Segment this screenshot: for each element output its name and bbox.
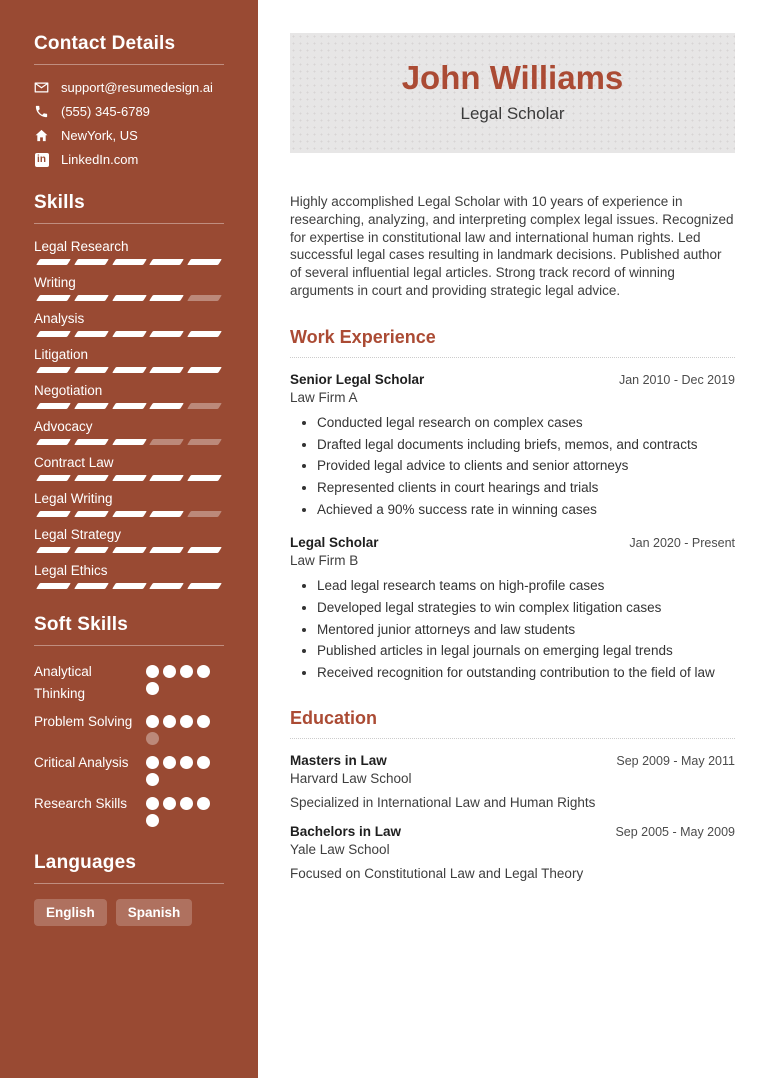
soft-skill-dot	[146, 665, 159, 678]
soft-skill-dots	[146, 661, 224, 704]
soft-skill-dot	[163, 797, 176, 810]
skill-level-bar	[34, 511, 224, 517]
skill-bar-segment	[150, 583, 185, 589]
soft-skills-list	[34, 661, 224, 827]
skill-item	[34, 239, 224, 265]
candidate-job-title: Legal Scholar	[460, 103, 565, 123]
soft-skills-section	[34, 614, 224, 827]
contact-item-email	[34, 80, 224, 95]
skill-bar-segment	[187, 331, 222, 337]
job-header	[290, 535, 735, 550]
job-bullets	[290, 577, 735, 681]
skill-name: Legal Strategy	[34, 527, 122, 542]
skill-bar-segment	[112, 331, 147, 337]
soft-skill-dot	[197, 756, 210, 769]
skill-item	[34, 455, 224, 481]
skill-name: Advocacy	[34, 419, 93, 434]
home-icon	[34, 128, 49, 143]
soft-skill-name: Analytical Thinking	[34, 664, 92, 701]
soft-skill-dot	[197, 665, 210, 678]
bullet-item: • Provided legal advice to clients and senior attorneys	[317, 457, 735, 474]
phone-icon	[34, 104, 49, 119]
skill-bar-segment	[74, 403, 109, 409]
job-company: Law Firm B	[290, 553, 359, 569]
skill-item	[34, 311, 224, 337]
contact-item-linkedin	[34, 152, 224, 167]
skill-name: Legal Research	[34, 239, 129, 254]
skill-bar-segment	[74, 547, 109, 553]
job-company: Law Firm A	[290, 389, 358, 405]
soft-skill-name: Critical Analysis	[34, 755, 129, 771]
linkedin-icon: in	[34, 152, 49, 167]
contact-details-title: Contact Details	[34, 33, 224, 65]
education-entry	[290, 753, 735, 810]
skill-bar-segment	[150, 367, 185, 373]
skill-name: Legal Writing	[34, 491, 113, 506]
bullet-item: • Conducted legal research on complex cases	[317, 414, 735, 431]
soft-skill-dot	[163, 715, 176, 728]
contact-section	[34, 33, 224, 167]
skill-item	[34, 563, 224, 589]
bullet-item: • Drafted legal documents including briefs, memos, and contracts	[317, 436, 735, 453]
skill-bar-segment	[36, 295, 71, 301]
skill-bar-segment	[112, 511, 147, 517]
skill-bar-segment	[74, 475, 109, 481]
skill-bar-segment	[112, 259, 147, 265]
job-role: Senior Legal Scholar	[290, 371, 425, 387]
job-bullets	[290, 414, 735, 518]
skill-bar-segment	[187, 547, 222, 553]
skill-bar-segment	[36, 403, 71, 409]
skill-item	[34, 419, 224, 445]
skill-bar-segment	[112, 475, 147, 481]
skill-bar-segment	[112, 295, 147, 301]
soft-skills-title: Soft Skills	[34, 614, 224, 646]
resume-header	[290, 33, 735, 153]
skill-bar-segment	[74, 367, 109, 373]
contact-item-location	[34, 128, 224, 143]
skill-name: Contract Law	[34, 455, 114, 470]
soft-skill-item	[34, 752, 224, 786]
soft-skill-name: Problem Solving	[34, 714, 133, 730]
contact-item-phone	[34, 104, 224, 119]
job-dates: Jan 2020 - Present	[629, 536, 735, 551]
skill-name: Negotiation	[34, 383, 103, 398]
skill-bar-segment	[187, 259, 222, 265]
soft-skill-dot	[163, 756, 176, 769]
skill-bar-segment	[74, 295, 109, 301]
soft-skill-item	[34, 711, 224, 745]
skill-name: Legal Ethics	[34, 563, 108, 578]
skill-level-bar	[34, 259, 224, 265]
bullet-item: • Published articles in legal journals on emerging legal trends	[317, 642, 735, 659]
skill-level-bar	[34, 403, 224, 409]
soft-skill-dot	[146, 682, 159, 695]
education-entry	[290, 824, 735, 881]
soft-skill-dot	[146, 732, 159, 745]
contact-linkedin-text: LinkedIn.com	[61, 152, 139, 167]
education-degree: Masters in Law	[290, 753, 387, 769]
main-content	[258, 0, 768, 1078]
skill-bar-segment	[74, 439, 109, 445]
skills-title: Skills	[34, 192, 224, 224]
soft-skill-name: Research Skills	[34, 796, 128, 812]
work-experience-section	[290, 327, 735, 682]
bullet-item: • Achieved a 90% success rate in winning cases	[317, 501, 735, 518]
education-dates: Sep 2009 - May 2011	[616, 754, 735, 769]
skill-bar-segment	[36, 439, 71, 445]
skill-bar-segment	[36, 547, 71, 553]
skill-bar-segment	[187, 367, 222, 373]
skill-bar-segment	[187, 295, 222, 301]
language-chip: Spanish	[116, 899, 193, 926]
languages-title: Languages	[34, 852, 224, 884]
skill-item	[34, 527, 224, 553]
skill-item	[34, 491, 224, 517]
summary-paragraph: Highly accomplished Legal Scholar with 10 years of experience in researching, analyzing, and interpreting complex legal issues. Recognized for expertise in constitutional law and international human rights. Led successful legal cases resulting in landmark decisions. Published author of several influential legal articles. Strong track record of winning arguments in court and providing strategic legal advice.	[290, 193, 734, 298]
soft-skill-item	[34, 661, 224, 704]
education-header	[290, 753, 735, 768]
skill-level-bar	[34, 295, 224, 301]
job-entry	[290, 535, 735, 681]
skill-item	[34, 275, 224, 301]
skill-bar-segment	[36, 583, 71, 589]
soft-skill-dot	[180, 797, 193, 810]
skill-bar-segment	[36, 511, 71, 517]
skill-bar-segment	[150, 331, 185, 337]
skill-item	[34, 383, 224, 409]
skill-bar-segment	[74, 583, 109, 589]
skill-bar-segment	[112, 367, 147, 373]
skill-name: Writing	[34, 275, 76, 290]
work-experience-title: Work Experience	[290, 327, 735, 358]
education-dates: Sep 2005 - May 2009	[615, 825, 735, 840]
contact-list	[34, 80, 224, 167]
contact-location-text: NewYork, US	[61, 128, 138, 143]
skill-name: Analysis	[34, 311, 85, 326]
soft-skill-dot	[180, 756, 193, 769]
skill-item	[34, 347, 224, 373]
candidate-name: John Williams	[401, 59, 624, 96]
skill-bar-segment	[187, 403, 222, 409]
skill-level-bar	[34, 331, 224, 337]
email-icon	[34, 80, 49, 95]
skill-bar-segment	[36, 475, 71, 481]
skill-bar-segment	[150, 259, 185, 265]
skill-level-bar	[34, 475, 224, 481]
skill-bar-segment	[150, 439, 185, 445]
soft-skill-dot	[180, 665, 193, 678]
job-header	[290, 372, 735, 387]
skill-bar-segment	[112, 403, 147, 409]
bullet-item: • Mentored junior attorneys and law students	[317, 621, 735, 638]
skill-name: Litigation	[34, 347, 89, 362]
education-note: Focused on Constitutional Law and Legal Theory	[290, 866, 584, 882]
skills-section	[34, 192, 224, 589]
skill-bar-segment	[74, 331, 109, 337]
soft-skill-item	[34, 793, 224, 827]
soft-skill-dot	[197, 715, 210, 728]
job-dates: Jan 2010 - Dec 2019	[618, 372, 735, 387]
skill-level-bar	[34, 439, 224, 445]
bullet-item: • Lead legal research teams on high-profile cases	[317, 577, 735, 594]
skill-bar-segment	[150, 403, 185, 409]
soft-skill-dot	[146, 814, 159, 827]
contact-phone-text: (555) 345-6789	[61, 104, 150, 119]
skill-bar-segment	[187, 439, 222, 445]
education-title: Education	[290, 708, 735, 739]
education-school: Harvard Law School	[290, 771, 412, 787]
soft-skill-dot	[163, 665, 176, 678]
bullet-item: • Received recognition for outstanding contribution to the field of law	[317, 664, 735, 681]
soft-skill-dot	[180, 715, 193, 728]
soft-skill-dots	[146, 793, 224, 827]
jobs-list	[290, 372, 735, 682]
skill-bar-segment	[36, 259, 71, 265]
skill-bar-segment	[187, 583, 222, 589]
soft-skill-dot	[146, 797, 159, 810]
job-role: Legal Scholar	[290, 535, 379, 551]
skill-bar-segment	[74, 259, 109, 265]
skill-level-bar	[34, 367, 224, 373]
education-list	[290, 753, 735, 881]
skill-level-bar	[34, 583, 224, 589]
languages-list	[34, 899, 224, 926]
skill-bar-segment	[187, 475, 222, 481]
contact-email-text: support@resumedesign.ai	[61, 80, 213, 95]
education-header	[290, 824, 735, 839]
skill-bar-segment	[187, 511, 222, 517]
skill-bar-segment	[36, 331, 71, 337]
skill-bar-segment	[150, 295, 185, 301]
soft-skill-dot	[146, 773, 159, 786]
job-entry	[290, 372, 735, 518]
skill-level-bar	[34, 547, 224, 553]
education-degree: Bachelors in Law	[290, 824, 402, 840]
skill-bar-segment	[74, 511, 109, 517]
skill-bar-segment	[150, 547, 185, 553]
skill-bar-segment	[112, 439, 147, 445]
soft-skill-dot	[146, 715, 159, 728]
soft-skill-dots	[146, 752, 224, 786]
education-section	[290, 708, 735, 881]
languages-section	[34, 852, 224, 926]
skill-bar-segment	[36, 367, 71, 373]
soft-skill-dot	[197, 797, 210, 810]
skill-bar-segment	[112, 583, 147, 589]
skill-bar-segment	[112, 547, 147, 553]
education-note: Specialized in International Law and Human Rights	[290, 795, 596, 811]
soft-skill-dot	[146, 756, 159, 769]
bullet-item: • Represented clients in court hearings and trials	[317, 479, 735, 496]
bullet-item: • Developed legal strategies to win complex litigation cases	[317, 599, 735, 616]
skills-list	[34, 239, 224, 589]
skill-bar-segment	[150, 475, 185, 481]
soft-skill-dots	[146, 711, 224, 745]
sidebar	[0, 0, 258, 1078]
skill-bar-segment	[150, 511, 185, 517]
education-school: Yale Law School	[290, 842, 390, 858]
language-chip: English	[34, 899, 107, 926]
